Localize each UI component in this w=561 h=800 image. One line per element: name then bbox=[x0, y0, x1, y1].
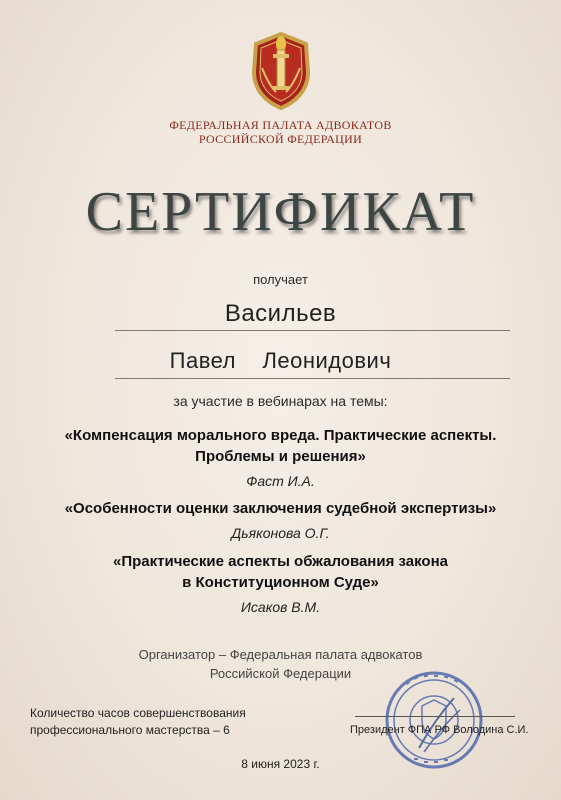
webinar-2-topic: «Особенности оценки заключения судебной экспертизы» bbox=[64, 500, 497, 517]
webinar-1-author: Фаст И.А. bbox=[246, 473, 315, 489]
organization-header-line-2: РОССИЙСКОЙ ФЕДЕРАЦИИ bbox=[198, 132, 363, 146]
participation-label: за участие в вебинарах на темы: bbox=[173, 393, 388, 409]
president-signature-caption: Президент ФПА РФ Володина С.И. bbox=[350, 724, 529, 736]
signature-line bbox=[355, 716, 515, 717]
webinar-3-topic-line-2: в Конституционном Суде» bbox=[182, 574, 379, 591]
organizer-line-2: Российской Федерации bbox=[209, 666, 352, 681]
organizer-line-1: Организатор – Федеральная палата адвокатов bbox=[138, 647, 423, 662]
given-names-underline bbox=[115, 378, 510, 379]
hours-line-1: Количество часов совершенствования bbox=[30, 706, 246, 720]
certificate-title: СЕРТИФИКАТ bbox=[85, 181, 476, 243]
surname-underline bbox=[115, 330, 510, 331]
recipient-surname: Васильев bbox=[224, 300, 337, 327]
recipient-given-names: Павел Леонидович bbox=[169, 348, 392, 373]
bar-association-emblem-icon bbox=[246, 28, 316, 112]
hours-line-2: профессионального мастерства – 6 bbox=[30, 723, 230, 737]
organization-header-line-1: ФЕДЕРАЛЬНАЯ ПАЛАТА АДВОКАТОВ bbox=[169, 118, 392, 132]
official-stamp-icon bbox=[384, 670, 484, 770]
certificate-date: 8 июня 2023 г. bbox=[241, 757, 320, 771]
hours-note bbox=[30, 705, 246, 739]
webinar-1-topic-line-2: Проблемы и решения» bbox=[195, 448, 366, 465]
receives-label: получает bbox=[253, 272, 308, 287]
webinar-1-topic-line-1: «Компенсация морального вреда. Практические аспекты. bbox=[64, 427, 497, 444]
webinar-3-author: Исаков В.М. bbox=[240, 599, 321, 615]
webinar-3-topic-line-1: «Практические аспекты обжалования закона bbox=[113, 553, 448, 570]
webinar-2-author: Дьяконова О.Г. bbox=[231, 525, 330, 541]
